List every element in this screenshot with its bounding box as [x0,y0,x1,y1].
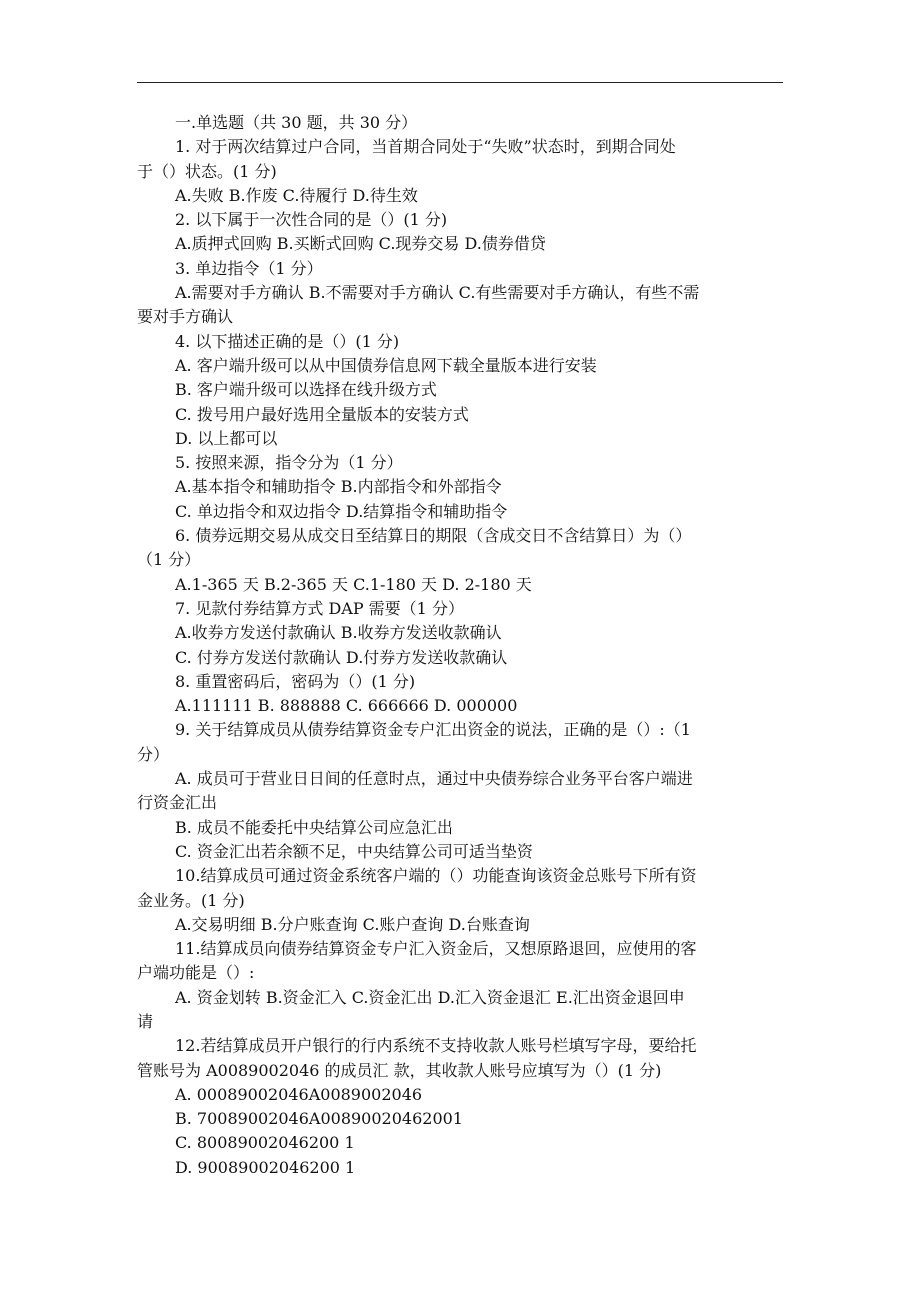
question-12-option-d: D. 90089002046200 1 [175,1157,356,1177]
question-1-options: A.失败 B.作废 C.待履行 D.待生效 [175,185,418,205]
question-10-cont: 金业务。(1 分) [137,890,245,910]
question-12-option-a: A. 00089002046A0089002046 [175,1084,423,1104]
question-2: 2. 以下属于一次性合同的是（）(1 分) [175,210,448,230]
question-11-cont: 户端功能是（）: [137,963,255,983]
header-rule [137,82,783,83]
question-9-option-a: A. 成员可于营业日日间的任意时点，通过中央债券综合业务平台客户端进 [175,769,693,789]
question-11: 11.结算成员向债券结算资金专户汇入资金后，又想原路退回，应使用的客 [175,939,697,959]
question-5-options-cd: C. 单边指令和双边指令 D.结算指令和辅助指令 [175,501,508,521]
question-12-option-c: C. 80089002046200 1 [175,1133,355,1153]
question-12-cont: 管账号为 A0089002046 的成员汇 款，其收款人账号应填写为（）(1 分) [137,1060,662,1080]
question-1: 1. 对于两次结算过户合同，当首期合同处于“失败”状态时，到期合同处 [175,137,676,157]
question-4-option-b: B. 客户端升级可以选择在线升级方式 [175,380,437,400]
question-3-options: A.需要对手方确认 B.不需要对手方确认 C.有些需要对手方确认，有些不需 [175,283,700,303]
question-5: 5. 按照来源，指令分为（1 分） [175,453,403,473]
question-9: 9. 关于结算成员从债券结算资金专户汇出资金的说法，正确的是（）:（1 [175,720,691,740]
question-11-options-cont: 请 [137,1011,154,1031]
question-4-option-d: D. 以上都可以 [175,428,278,448]
question-9-option-b: B. 成员不能委托中央结算公司应急汇出 [175,817,453,837]
question-12-option-b: B. 70089002046A00890020462001 [175,1109,463,1129]
question-12: 12.若结算成员开户银行的行内系统不支持收款人账号栏填写字母，要给托 [175,1036,697,1056]
question-10: 10.结算成员可通过资金系统客户端的（）功能查询该资金总账号下所有资 [175,866,697,886]
question-6: 6. 债券远期交易从成交日至结算日的期限（含成交日不含结算日）为（） [175,526,692,546]
section-title: 一.单选题（共 30 题，共 30 分） [175,113,418,132]
question-5-options-ab: A.基本指令和辅助指令 B.内部指令和外部指令 [175,477,502,497]
question-4: 4. 以下描述正确的是（）(1 分) [175,331,400,351]
question-6-cont: （1 分） [137,550,201,570]
question-1-cont: 于（）状态。(1 分) [137,161,277,181]
question-8-options: A.111111 B. 888888 C. 666666 D. 000000 [175,696,518,716]
question-9-cont: 分） [137,744,170,764]
question-7-options-cd: C. 付券方发送付款确认 D.付券方发送收款确认 [175,647,508,667]
question-3-options-cont: 要对手方确认 [137,307,234,327]
question-7: 7. 见款付券结算方式 DAP 需要（1 分） [175,598,464,618]
question-7-options-ab: A.收券方发送付款确认 B.收券方发送收款确认 [175,623,502,643]
question-9-option-c: C. 资金汇出若余额不足，中央结算公司可适当垫资 [175,841,533,861]
question-8: 8. 重置密码后，密码为（）(1 分) [175,671,416,691]
question-3: 3. 单边指令（1 分） [175,258,323,278]
question-2-options: A.质押式回购 B.买断式回购 C.现券交易 D.债券借贷 [175,234,546,254]
question-4-option-c: C. 拨号用户最好选用全量版本的安装方式 [175,404,469,424]
question-11-options: A. 资金划转 B.资金汇入 C.资金汇出 D.汇入资金退汇 E.汇出资金退回申 [175,987,685,1007]
question-list [137,111,785,1180]
question-10-options: A.交易明细 B.分户账查询 C.账户查询 D.台账查询 [175,914,530,934]
question-6-options: A.1-365 天 B.2-365 天 C.1-180 天 D. 2-180 天 [175,574,532,594]
question-4-option-a: A. 客户端升级可以从中国债券信息网下载全量版本进行安装 [175,355,597,375]
question-9-option-a-cont: 行资金汇出 [137,793,218,813]
